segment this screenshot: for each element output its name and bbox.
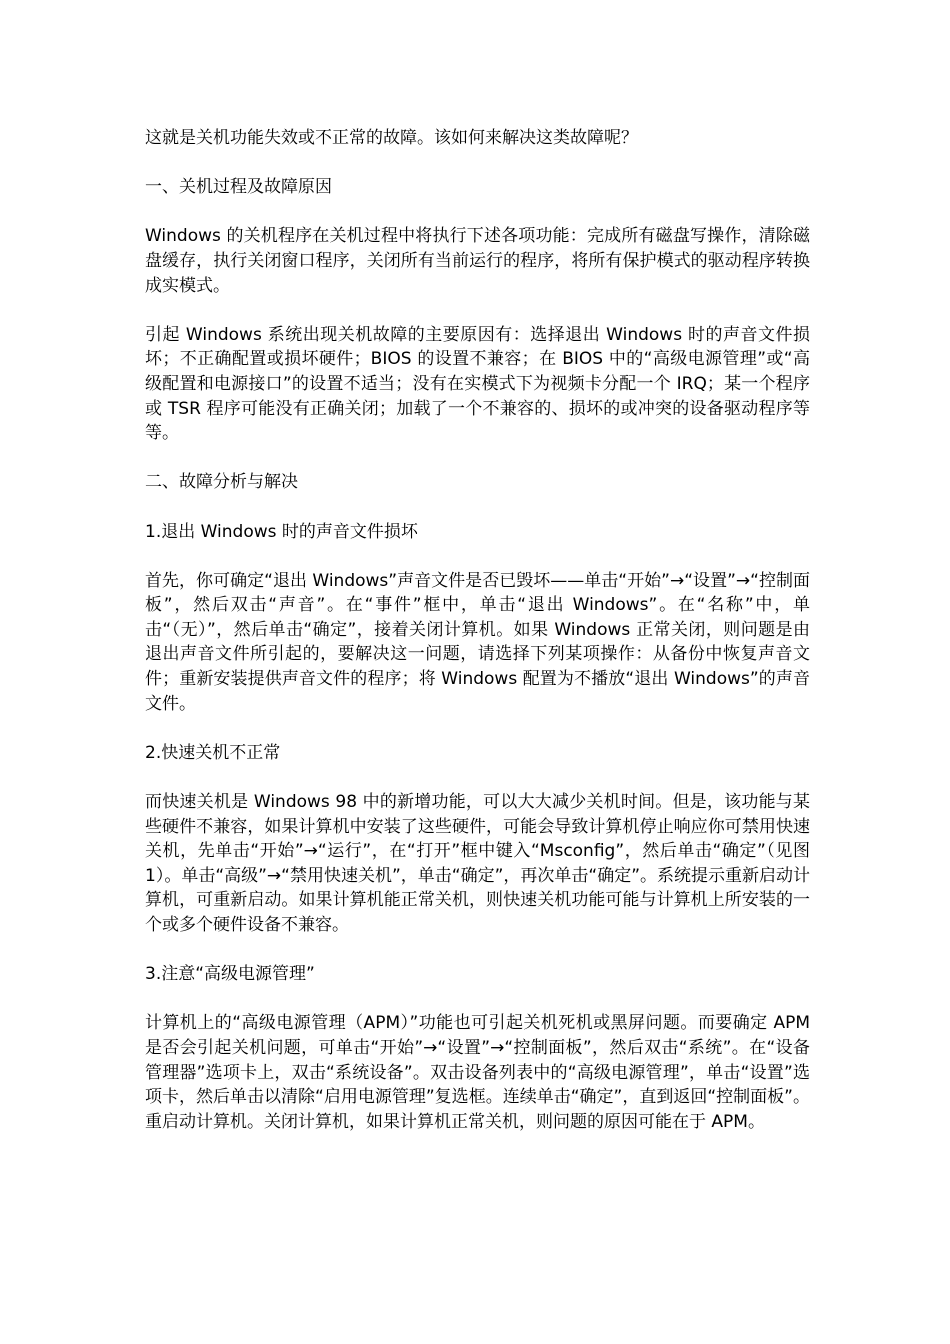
document-page bbox=[145, 126, 810, 1159]
item-heading-fast-shutdown: 2.快速关机不正常 bbox=[145, 742, 281, 763]
apm-paragraph: 计算机上的“高级电源管理（APM）”功能也可引起关机死机或黑屏问题。而要确定 APM 是否会引起关机问题，可单击“开始”→“设置”→“控制面板”，然后双击“系统”。在“设备管理器”选项卡上，双击“系统设备”。双击设备列表中的“高级电源管理”，单击“设置”选项卡，然后单击以清除“启用电源管理”复选框。连续单击“确定”，直到返回“控制面板”。重启动计算机。关闭计算机，如果计算机正常关机，则问题的原因可能在于 APM。 bbox=[145, 1013, 810, 1132]
section-heading-shutdown-causes: 一、关机过程及故障原因 bbox=[145, 177, 332, 198]
fast-shutdown-paragraph: 而快速关机是 Windows 98 中的新增功能，可以大大减少关机时间。但是，该功能与某些硬件不兼容，如果计算机中安装了这些硬件，可能会导致计算机停止响应你可禁用快速关机，先单击“开始”→“运行”，在“打开”框中键入“Msconfig”，然后单击“确定”（见图 1）。单击“高级”→“禁用快速关机”，单击“确定”，再次单击“确定”。系统提示重新启动计算机，可重新启动。如果计算机能正常关机，则快速关机功能可能与计算机上所安装的一个或多个硬件设备不兼容。 bbox=[145, 792, 811, 935]
shutdown-process-paragraph: Windows 的关机程序在关机过程中将执行下述各项功能：完成所有磁盘写操作，清除磁盘缓存，执行关闭窗口程序，关闭所有当前运行的程序，将所有保护模式的驱动程序转换成实模式。 bbox=[145, 226, 810, 296]
item-heading-sound-file: 1.退出 Windows 时的声音文件损坏 bbox=[145, 521, 418, 542]
section-heading-analysis: 二、故障分析与解决 bbox=[145, 472, 298, 493]
sound-file-paragraph: 首先，你可确定“退出 Windows”声音文件是否已毁坏——单击“开始”→“设置”→“控制面板”，然后双击“声音”。在“事件”框中，单击“退出 Windows”。在“名称”中，单击“（无）”，然后单击“确定”，接着关闭计算机。如果 Windows 正常关闭，则问题是由退出声音文件所引起的，要解决这一问题，请选择下列某项操作：从备份中恢复声音文件；重新安装提供声音文件的程序；将 Windows 配置为不播放“退出 Windows”的声音文件。 bbox=[145, 570, 810, 714]
failure-causes-paragraph: 引起 Windows 系统出现关机故障的主要原因有：选择退出 Windows 时的声音文件损坏；不正确配置或损坏硬件；BIOS 的设置不兼容；在 BIOS 中的“高级电源管理”或“高级配置和电源接口”的设置不适当；没有在实模式下为视频卡分配一个 IRQ；某一个程序或 TSR 程序可能没有正确关闭；加载了一个不兼容的、损坏的或冲突的设备驱动程序等等。 bbox=[145, 324, 810, 444]
item-heading-apm: 3.注意“高级电源管理” bbox=[145, 964, 315, 985]
intro-paragraph: 这就是关机功能失效或不正常的故障。该如何来解决这类故障呢？ bbox=[145, 128, 638, 148]
